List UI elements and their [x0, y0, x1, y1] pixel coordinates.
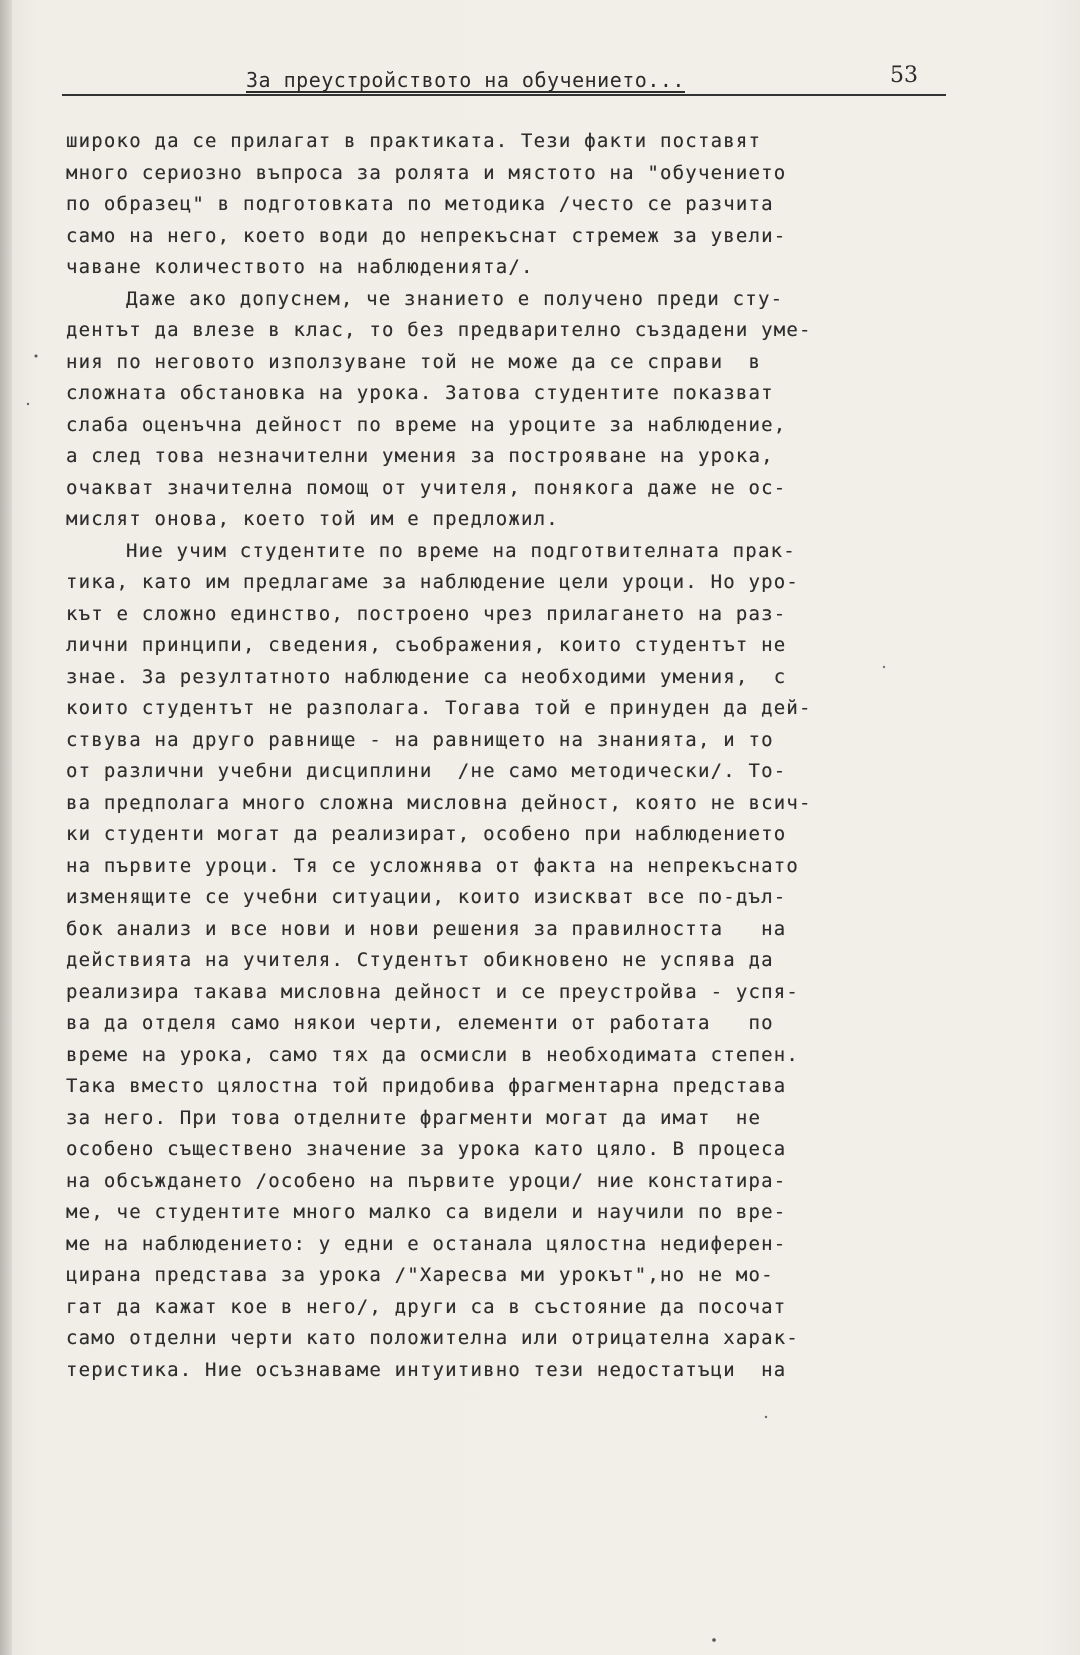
- text-line: ва предполага много сложна мисловна дейност, която не всич-: [66, 791, 812, 814]
- text-line: ния по неговото използуване той не може да се справи в: [66, 350, 762, 373]
- text-line: чаване количеството на наблюденията/.: [66, 256, 534, 278]
- page-number: 53: [890, 63, 918, 88]
- text-line: знае. За резултатното наблюдение са необходими умения, с: [66, 665, 787, 688]
- text-line: сложната обстановка на урока. Затова студентите показват: [66, 382, 774, 404]
- text-line: много сериозно въпроса за ролята и мястото на "обучението: [66, 161, 787, 184]
- text-line: по образец" в подготовката по методика /често се разчита: [66, 193, 774, 215]
- text-line: теристика. Ние осъзнаваме интуитивно тези недостатъци на: [66, 1358, 787, 1381]
- text-line: време на урока, само тях да осмисли в необходимата степен.: [66, 1043, 800, 1066]
- text-line: изменящите се учебни ситуации, които изискват все по-дъл-: [66, 886, 787, 908]
- text-line: гат да кажат кое в него/, други са в състояние да посочат: [66, 1295, 787, 1318]
- text-line: цирана представа за урока /"Харесва ми урокът",но не мо-: [66, 1264, 774, 1286]
- header-rule: [62, 94, 946, 96]
- running-title: За преустройството на обучението...: [246, 68, 685, 92]
- page-header: [62, 56, 946, 96]
- text-line: особено съществено значение за урока като цяло. В процеса: [66, 1138, 787, 1160]
- text-line: на обсъждането /особено на първите уроци/ ние констатира-: [66, 1169, 787, 1192]
- text-line: слаба оценъчна дейност по време на уроците за наблюдение,: [66, 413, 787, 436]
- text-line: които студентът не разполага. Тогава той е принуден да дей-: [66, 697, 812, 719]
- text-line: тика, като им предлагаме за наблюдение цели уроци. Но уро-: [66, 571, 800, 593]
- text-line: а след това незначителни умения за построяване на урока,: [66, 445, 774, 467]
- text-line: от различни учебни дисциплини /не само методически/. То-: [66, 760, 787, 782]
- text-line: ва да отделя само някои черти, елементи от работата по: [66, 1012, 774, 1034]
- text-line: само отделни черти като положителна или отрицателна харак-: [66, 1327, 800, 1349]
- text-line: лични принципи, сведения, съображения, които студентът не: [66, 634, 787, 656]
- paragraph-start-line: Ние учим студентите по време на подготвителната прак-: [126, 539, 796, 562]
- text-line: ки студенти могат да реализират, особено при наблюдението: [66, 823, 787, 845]
- text-line: само на него, което води до непрекъснат стремеж за увели-: [66, 224, 787, 247]
- text-line: широко да се прилагат в практиката. Тези факти поставят: [66, 130, 762, 152]
- text-line: на първите уроци. Тя се усложнява от факта на непрекъснато: [66, 854, 800, 877]
- text-line: действията на учителя. Студентът обикновено не успява да: [66, 949, 774, 971]
- text-line: кът е сложно единство, построено чрез прилагането на раз-: [66, 602, 787, 625]
- text-line: очакват значителна помощ от учителя, понякога даже не ос-: [66, 476, 787, 499]
- text-line: Така вместо цялостна той придобива фрагментарна представа: [66, 1075, 787, 1097]
- text-line: реализира такава мисловна дейност и се преустройва - успя-: [66, 980, 800, 1003]
- text-line: ствува на друго равнище - на равнището на знанията, и то: [66, 728, 774, 751]
- text-line: бок анализ и все нови и нови решения за правилността на: [66, 917, 787, 940]
- text-line: мислят онова, което той им е предложил.: [66, 508, 559, 530]
- book-spine-shadow: [0, 0, 12, 1655]
- paragraph-start-line: Даже ако допуснем, че знанието е получено преди сту-: [126, 287, 784, 310]
- text-line: дентът да влезе в клас, то без предварително създадени уме-: [66, 319, 812, 341]
- body-text: [66, 126, 946, 1386]
- text-line: ме на наблюдението: у едни е останала цялостна недиферен-: [66, 1232, 787, 1255]
- text-line: за него. При това отделните фрагменти могат да имат не: [66, 1106, 762, 1129]
- text-line: ме, че студентите много малко са видели и научили по вре-: [66, 1201, 787, 1223]
